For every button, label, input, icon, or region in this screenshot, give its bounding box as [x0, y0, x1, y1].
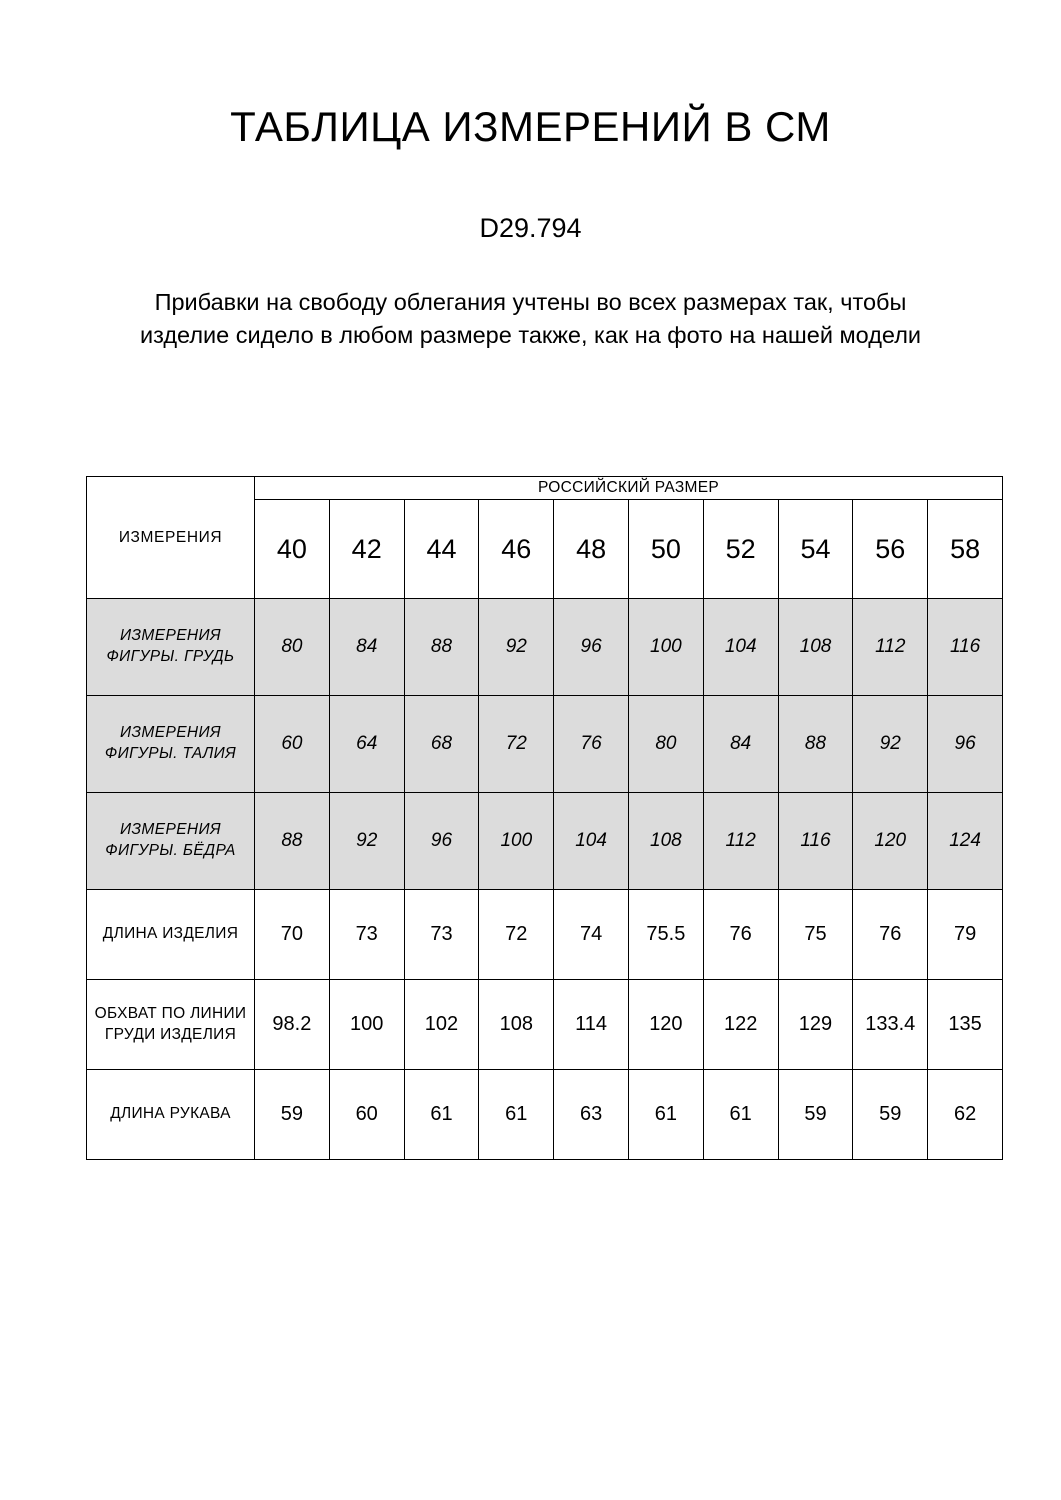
- measurement-cell: 92: [329, 793, 404, 890]
- size-header-cell: 44: [404, 500, 479, 599]
- measurement-cell: 88: [404, 599, 479, 696]
- measurement-cell: 104: [554, 793, 629, 890]
- measurement-cell: 84: [329, 599, 404, 696]
- measurement-cell: 112: [703, 793, 778, 890]
- measurement-cell: 62: [928, 1070, 1003, 1160]
- measurement-cell: 63: [554, 1070, 629, 1160]
- measurement-cell: 98.2: [255, 980, 330, 1070]
- measurement-cell: 120: [628, 980, 703, 1070]
- measurement-cell: 112: [853, 599, 928, 696]
- measurement-cell: 75: [778, 890, 853, 980]
- table-row: [87, 696, 1003, 793]
- measurement-cell: 80: [628, 696, 703, 793]
- row-label: ИЗМЕРЕНИЯ ФИГУРЫ. БЁДРА: [87, 793, 255, 890]
- measurement-cell: 76: [554, 696, 629, 793]
- measurement-cell: 116: [778, 793, 853, 890]
- measurement-cell: 72: [479, 890, 554, 980]
- table-row: [87, 890, 1003, 980]
- size-header-cell: 40: [255, 500, 330, 599]
- measurement-cell: 88: [255, 793, 330, 890]
- measurement-cell: 100: [628, 599, 703, 696]
- measurement-cell: 76: [853, 890, 928, 980]
- measurement-cell: 108: [479, 980, 554, 1070]
- table-body: [87, 599, 1003, 1160]
- measurement-cell: 76: [703, 890, 778, 980]
- table-row: [87, 599, 1003, 696]
- size-header-cell: 46: [479, 500, 554, 599]
- product-code: D29.794: [479, 213, 582, 243]
- table-row: [87, 980, 1003, 1070]
- measurement-cell: 116: [928, 599, 1003, 696]
- measurement-cell: 108: [628, 793, 703, 890]
- measurement-cell: 120: [853, 793, 928, 890]
- measurement-cell: 135: [928, 980, 1003, 1070]
- measurement-cell: 73: [404, 890, 479, 980]
- size-header-cell: 56: [853, 500, 928, 599]
- measurement-cell: 59: [778, 1070, 853, 1160]
- measurement-cell: 79: [928, 890, 1003, 980]
- measurement-cell: 124: [928, 793, 1003, 890]
- table-head: [87, 477, 1003, 599]
- measurement-cell: 88: [778, 696, 853, 793]
- table-group-header-row: [87, 477, 1003, 500]
- measurement-cell: 96: [554, 599, 629, 696]
- measurement-cell: 84: [703, 696, 778, 793]
- measurement-cell: 96: [404, 793, 479, 890]
- measurement-cell: 74: [554, 890, 629, 980]
- measurement-cell: 96: [928, 696, 1003, 793]
- group-header-russian-size: РОССИЙСКИЙ РАЗМЕР: [255, 477, 1003, 500]
- fit-note: Прибавки на свободу облегания учтены во всех размерах так, чтобы изделие сидело в любом размере также, как на фото на нашей модели: [139, 289, 922, 349]
- size-header-cell: 54: [778, 500, 853, 599]
- measurement-cell: 60: [329, 1070, 404, 1160]
- measurement-cell: 80: [255, 599, 330, 696]
- measurements-table-container: [86, 476, 1002, 1160]
- measurement-cell: 61: [479, 1070, 554, 1160]
- measurements-table: [86, 476, 1003, 1160]
- measurement-cell: 100: [479, 793, 554, 890]
- size-header-cell: 48: [554, 500, 629, 599]
- measurement-cell: 61: [703, 1070, 778, 1160]
- measurement-cell: 68: [404, 696, 479, 793]
- measurement-cell: 59: [255, 1070, 330, 1160]
- size-header-cell: 50: [628, 500, 703, 599]
- measurement-cell: 92: [853, 696, 928, 793]
- measurement-cell: 70: [255, 890, 330, 980]
- measurement-cell: 61: [404, 1070, 479, 1160]
- measurement-cell: 102: [404, 980, 479, 1070]
- measurement-cell: 108: [778, 599, 853, 696]
- measurement-cell: 61: [628, 1070, 703, 1160]
- row-label: ОБХВАТ ПО ЛИНИИ ГРУДИ ИЗДЕЛИЯ: [87, 980, 255, 1070]
- size-header-cell: 58: [928, 500, 1003, 599]
- measurement-cell: 72: [479, 696, 554, 793]
- page-title: ТАБЛИЦА ИЗМЕРЕНИЙ В СМ: [230, 103, 831, 150]
- corner-header-measurements: ИЗМЕРЕНИЯ: [87, 477, 255, 599]
- measurement-cell: 114: [554, 980, 629, 1070]
- measurement-cell: 100: [329, 980, 404, 1070]
- measurement-cell: 129: [778, 980, 853, 1070]
- measurement-cell: 73: [329, 890, 404, 980]
- row-label: ИЗМЕРЕНИЯ ФИГУРЫ. ТАЛИЯ: [87, 696, 255, 793]
- row-label: ДЛИНА РУКАВА: [87, 1070, 255, 1160]
- measurement-cell: 133.4: [853, 980, 928, 1070]
- size-header-cell: 42: [329, 500, 404, 599]
- row-label: ИЗМЕРЕНИЯ ФИГУРЫ. ГРУДЬ: [87, 599, 255, 696]
- size-header-cell: 52: [703, 500, 778, 599]
- measurement-cell: 122: [703, 980, 778, 1070]
- measurement-cell: 75.5: [628, 890, 703, 980]
- measurement-cell: 104: [703, 599, 778, 696]
- table-row: [87, 1070, 1003, 1160]
- row-label: ДЛИНА ИЗДЕЛИЯ: [87, 890, 255, 980]
- table-row: [87, 793, 1003, 890]
- measurement-cell: 64: [329, 696, 404, 793]
- measurement-cell: 59: [853, 1070, 928, 1160]
- measurement-cell: 60: [255, 696, 330, 793]
- measurement-cell: 92: [479, 599, 554, 696]
